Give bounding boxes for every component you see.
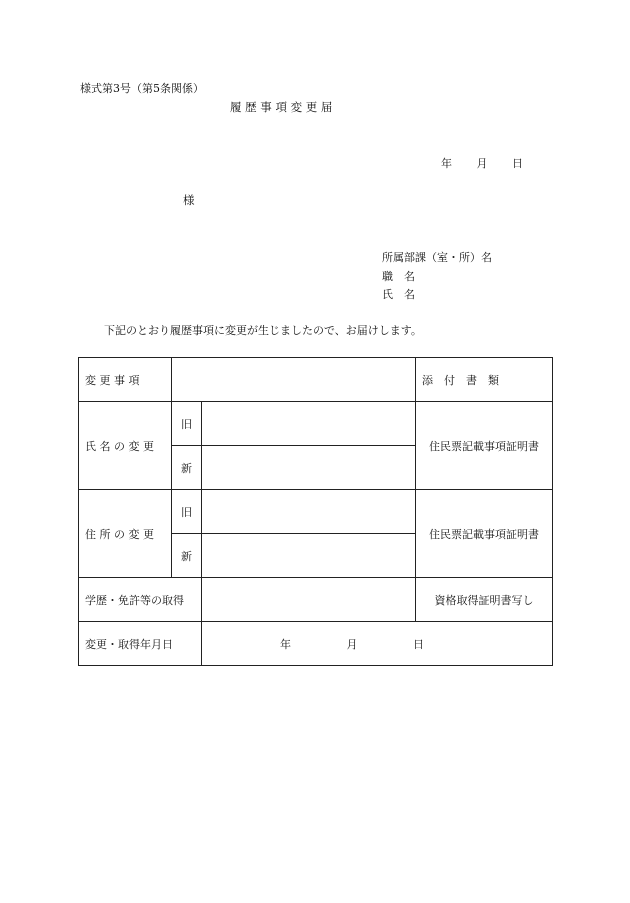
address-doc-cell xyxy=(416,490,553,578)
change-date-label-cell xyxy=(79,622,202,666)
header-blank-cell xyxy=(172,358,416,402)
address-new-cell xyxy=(172,534,202,578)
change-date-year: 年 xyxy=(280,637,291,651)
address-change-label: 住 所 の 変 更 xyxy=(85,527,154,541)
name-new-cell xyxy=(172,446,202,490)
name-change-label: 氏 名 の 変 更 xyxy=(85,439,154,453)
address-new-input[interactable] xyxy=(202,534,416,578)
header-item-cell xyxy=(79,358,172,402)
table-row xyxy=(79,578,553,622)
change-items-table xyxy=(78,357,553,666)
qualification-label: 学歴・免許等の取得 xyxy=(85,593,184,607)
change-date-input[interactable] xyxy=(202,622,553,666)
name-old-input[interactable] xyxy=(202,402,416,446)
date-year-label: 年 xyxy=(441,157,452,170)
name-old-label: 旧 xyxy=(181,417,192,431)
qualification-input[interactable] xyxy=(202,578,416,622)
table-row xyxy=(79,622,553,666)
header-docs-cell xyxy=(416,358,553,402)
qualification-doc-label: 資格取得証明書写し xyxy=(434,593,534,607)
applicant-post-label: 職 名 xyxy=(382,270,415,283)
address-change-label-cell xyxy=(79,490,172,578)
table-row xyxy=(79,490,553,534)
table-row xyxy=(79,402,553,446)
name-new-input[interactable] xyxy=(202,446,416,490)
name-doc-label: 住民票記載事項証明書 xyxy=(429,439,539,453)
name-new-label: 新 xyxy=(181,461,192,475)
header-item-label: 変 更 事 項 xyxy=(85,373,140,387)
change-date-day: 日 xyxy=(413,637,424,651)
date-month-label: 月 xyxy=(476,157,488,170)
address-new-label: 新 xyxy=(181,549,192,563)
qualification-label-cell xyxy=(79,578,202,622)
date-line xyxy=(441,155,523,171)
lead-text: 下記のとおり履歴事項に変更が生じましたので、お届けします。 xyxy=(104,324,422,337)
applicant-dept-label: 所属部課（室・所）名 xyxy=(382,251,492,264)
date-day-label: 日 xyxy=(512,157,523,170)
change-date-label: 変更・取得年月日 xyxy=(85,637,173,651)
address-old-input[interactable] xyxy=(202,490,416,534)
header-docs-label: 添 付 書 類 xyxy=(422,373,499,387)
address-old-label: 旧 xyxy=(181,505,192,519)
applicant-name-label: 氏 名 xyxy=(382,288,415,301)
name-old-cell xyxy=(172,402,202,446)
addressee-honorific: 様 xyxy=(183,193,195,207)
address-doc-label: 住民票記載事項証明書 xyxy=(429,527,539,541)
document-title: 履 歴 事 項 変 更 届 xyxy=(230,100,333,114)
name-change-label-cell xyxy=(79,402,172,490)
table-header-row xyxy=(79,358,553,402)
change-date-month: 月 xyxy=(346,637,358,651)
change-date-fields xyxy=(280,636,424,652)
qualification-doc-cell xyxy=(416,578,553,622)
form-number: 様式第3号（第5条関係） xyxy=(80,82,204,95)
name-doc-cell xyxy=(416,402,553,490)
address-old-cell xyxy=(172,490,202,534)
